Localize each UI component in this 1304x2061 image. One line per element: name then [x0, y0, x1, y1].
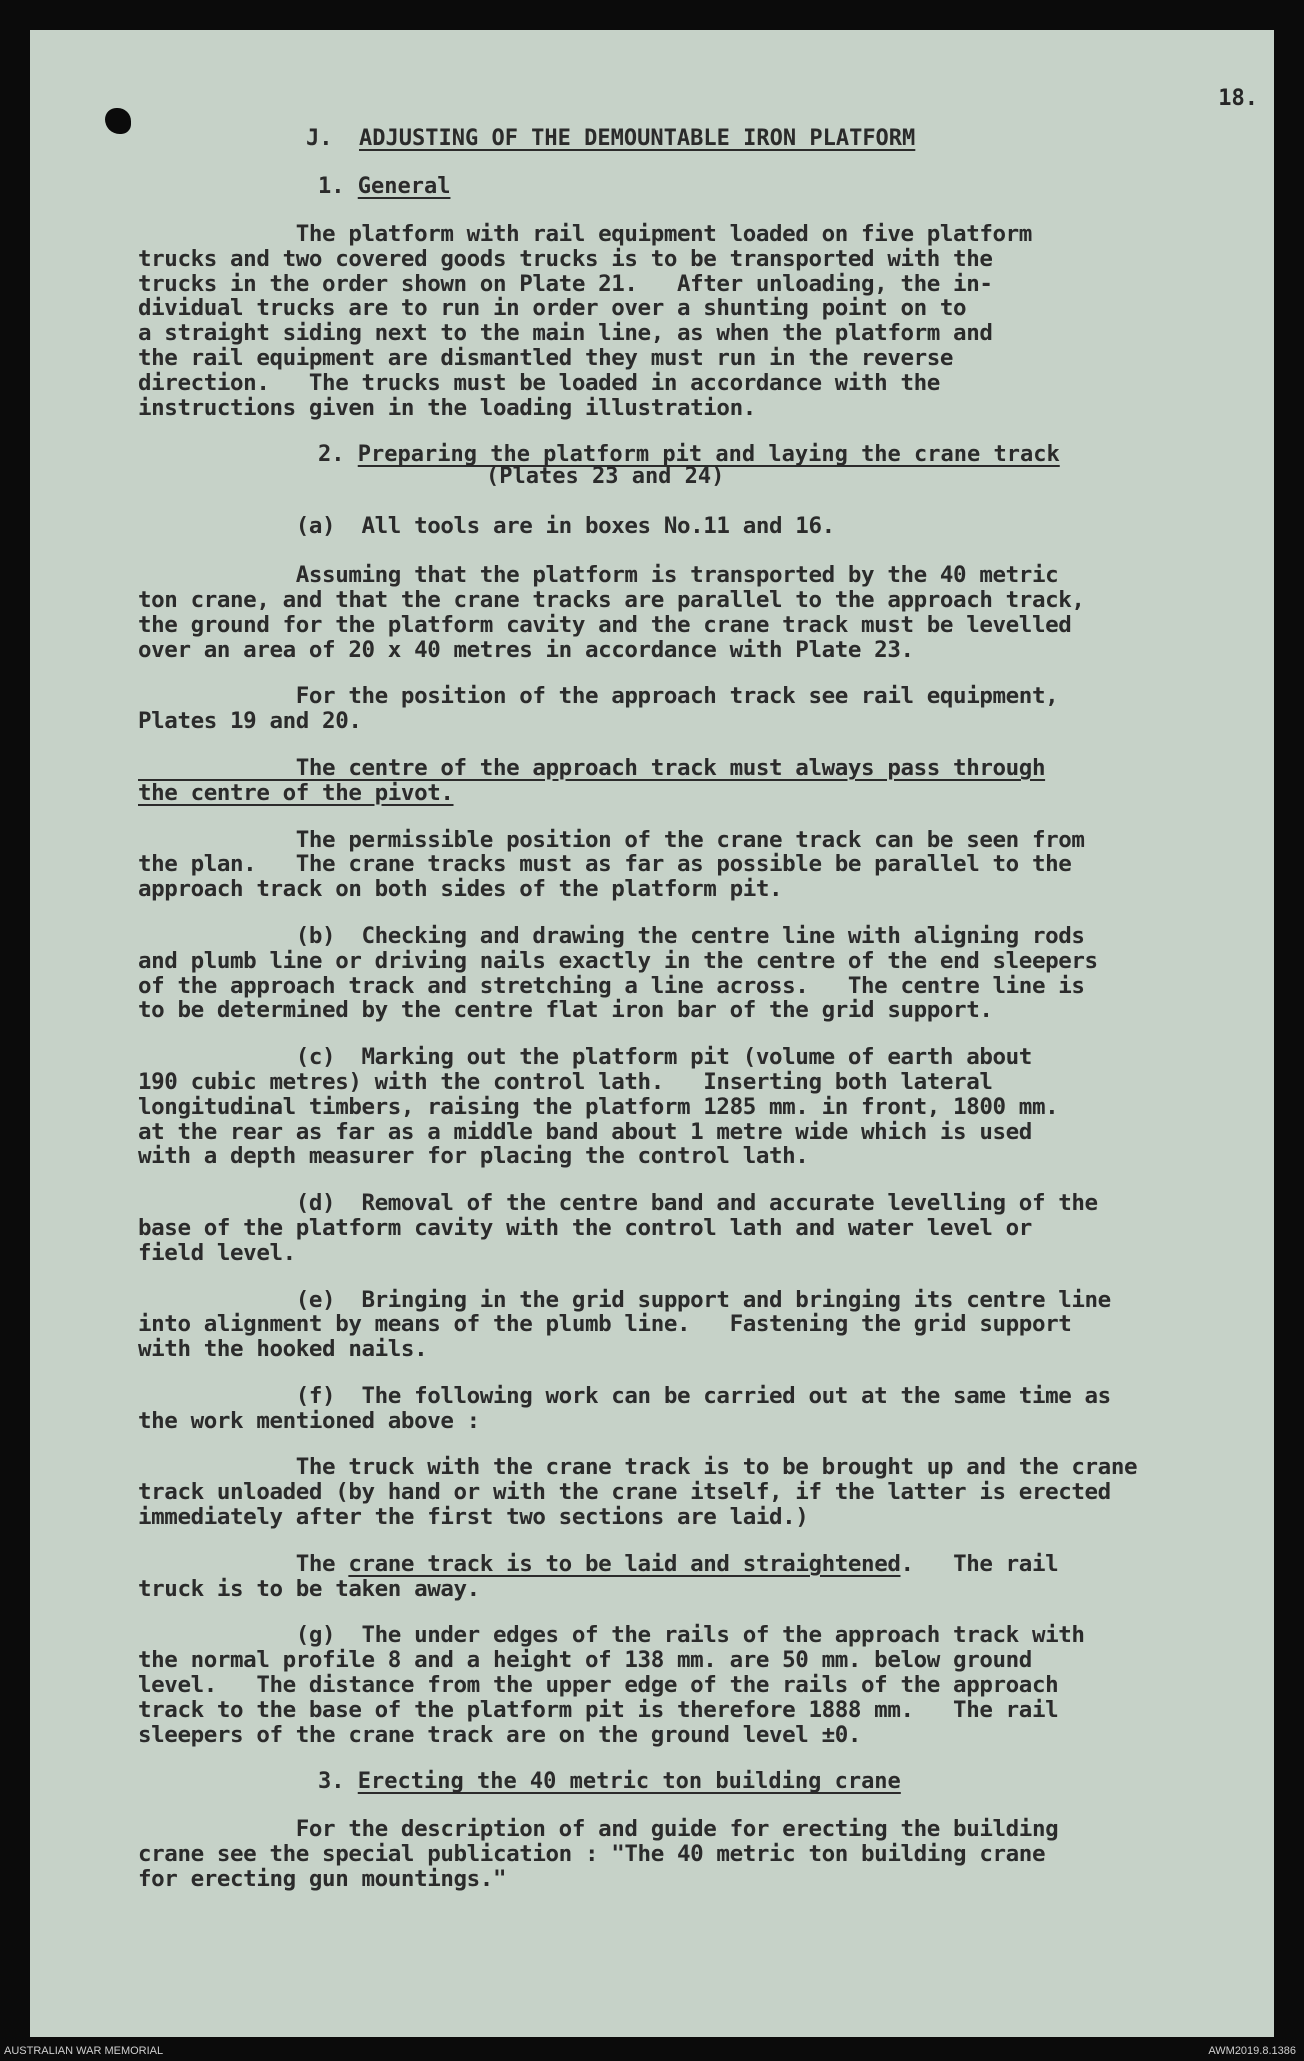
subsection-3-heading	[138, 1769, 1256, 1795]
footer-catalogue-id: AWM2019.8.1386	[1208, 2045, 1296, 2057]
item-c: (c) Marking out the platform pit (volume of earth about 190 cubic metres) with the control lath. Inserting both lateral longitudinal timbers, raising the platform 1285 mm. in front, 1800 mm. at the rear as far as a middle band about 1 metre wide which is used with a depth measurer for placing the control lath.	[138, 1044, 1059, 1170]
subsection-2-title: Preparing the platform pit and laying the crane track	[357, 442, 1060, 468]
assumption-paragraph: Assuming that the platform is transported by the 40 metric ton crane, and that the crane tracks are parallel to the approach track, the ground for the platform cavity and the crane track must be levelled over an area of 20 x 40 metres in accordance with Plate 23.	[138, 562, 1085, 663]
subsection-1-title: General	[357, 174, 451, 199]
footer-archive-name: AUSTRALIAN WAR MEMORIAL	[4, 2045, 164, 2057]
item-d: (d) Removal of the centre band and accurate levelling of the base of the platform cavity with the control lath and water level or field level.	[138, 1190, 1098, 1266]
crane-track-laid-paragraph	[138, 1552, 1256, 1602]
item-g: (g) The under edges of the rails of the approach track with the normal profile 8 and a height of 138 mm. are 50 mm. below ground level. The distance from the upper edge of the rails of the approach track to the base of the platform pit is therefore 1888 mm. The rail sleepers of the crane track are on the ground level ±0.	[138, 1622, 1085, 1748]
document-body	[138, 126, 1256, 1892]
subsection-1-heading	[138, 174, 1256, 200]
punch-hole	[105, 108, 131, 134]
page-number: 18.	[1218, 86, 1258, 111]
laid-underlined-text: crane track is to be laid and straightened	[348, 1550, 901, 1577]
item-f: (f) The following work can be carried out at the same time as the work mentioned above :	[138, 1382, 1111, 1434]
crane-guide-paragraph: For the description of and guide for erecting the building crane see the special publication : "The 40 metric ton building crane for erecting gun mountings."	[138, 1816, 1059, 1893]
document-page	[30, 30, 1274, 2037]
general-paragraph: The platform with rail equipment loaded on five platform trucks and two covered goods trucks is to be transported with the trucks in the order shown on Plate 21. After unloading, the in- dividual trucks are to run in order over a shunting point on to a straight siding next to the main line, as when the platform and the rail equipment are dismantled they must run in the reverse direction. The trucks must be loaded in accordance with the instructions given in the loading illustration.	[138, 221, 1032, 421]
subsection-3-number: 3.	[318, 1769, 345, 1795]
laid-lead-text: The	[138, 1550, 349, 1577]
centre-rule-paragraph: The centre of the approach track must always pass through the centre of the pivot.	[138, 754, 1046, 806]
section-title: ADJUSTING OF THE DEMOUNTABLE IRON PLATFORM	[359, 126, 916, 151]
approach-position-paragraph: For the position of the approach track see rail equipment, Plates 19 and 20.	[138, 683, 1059, 735]
subsection-3-title: Erecting the 40 metric ton building crane	[357, 1769, 901, 1795]
plates-reference: (Plates 23 and 24)	[486, 464, 725, 490]
subsection-2-plates	[138, 464, 1256, 490]
subsection-1-number: 1.	[318, 174, 345, 199]
item-e: (e) Bringing in the grid support and bringing its centre line into alignment by means of the plumb line. Fastening the grid support with the hooked nails.	[138, 1286, 1111, 1363]
subsection-2-number: 2.	[318, 442, 345, 468]
section-letter: J.	[306, 126, 333, 151]
item-a: (a) All tools are in boxes No.11 and 16.	[138, 513, 835, 540]
crane-truck-paragraph: The truck with the crane track is to be brought up and the crane track unloaded (by hand or with the crane itself, if the latter is erected immediately after the first two sections are laid.)	[138, 1454, 1138, 1531]
laid-tail-text: . The rail truck is to be taken away.	[138, 1550, 1059, 1602]
item-b: (b) Checking and drawing the centre line with aligning rods and plumb line or driving nails exactly in the centre of the end sleepers of the approach track and stretching a line across. The centre line is to be determined by the centre flat iron bar of the grid support.	[138, 922, 1098, 1024]
section-heading	[138, 126, 1256, 152]
permissible-position-paragraph: The permissible position of the crane track can be seen from the plan. The crane tracks must as far as possible be parallel to the approach track on both sides of the platform pit.	[138, 826, 1085, 903]
